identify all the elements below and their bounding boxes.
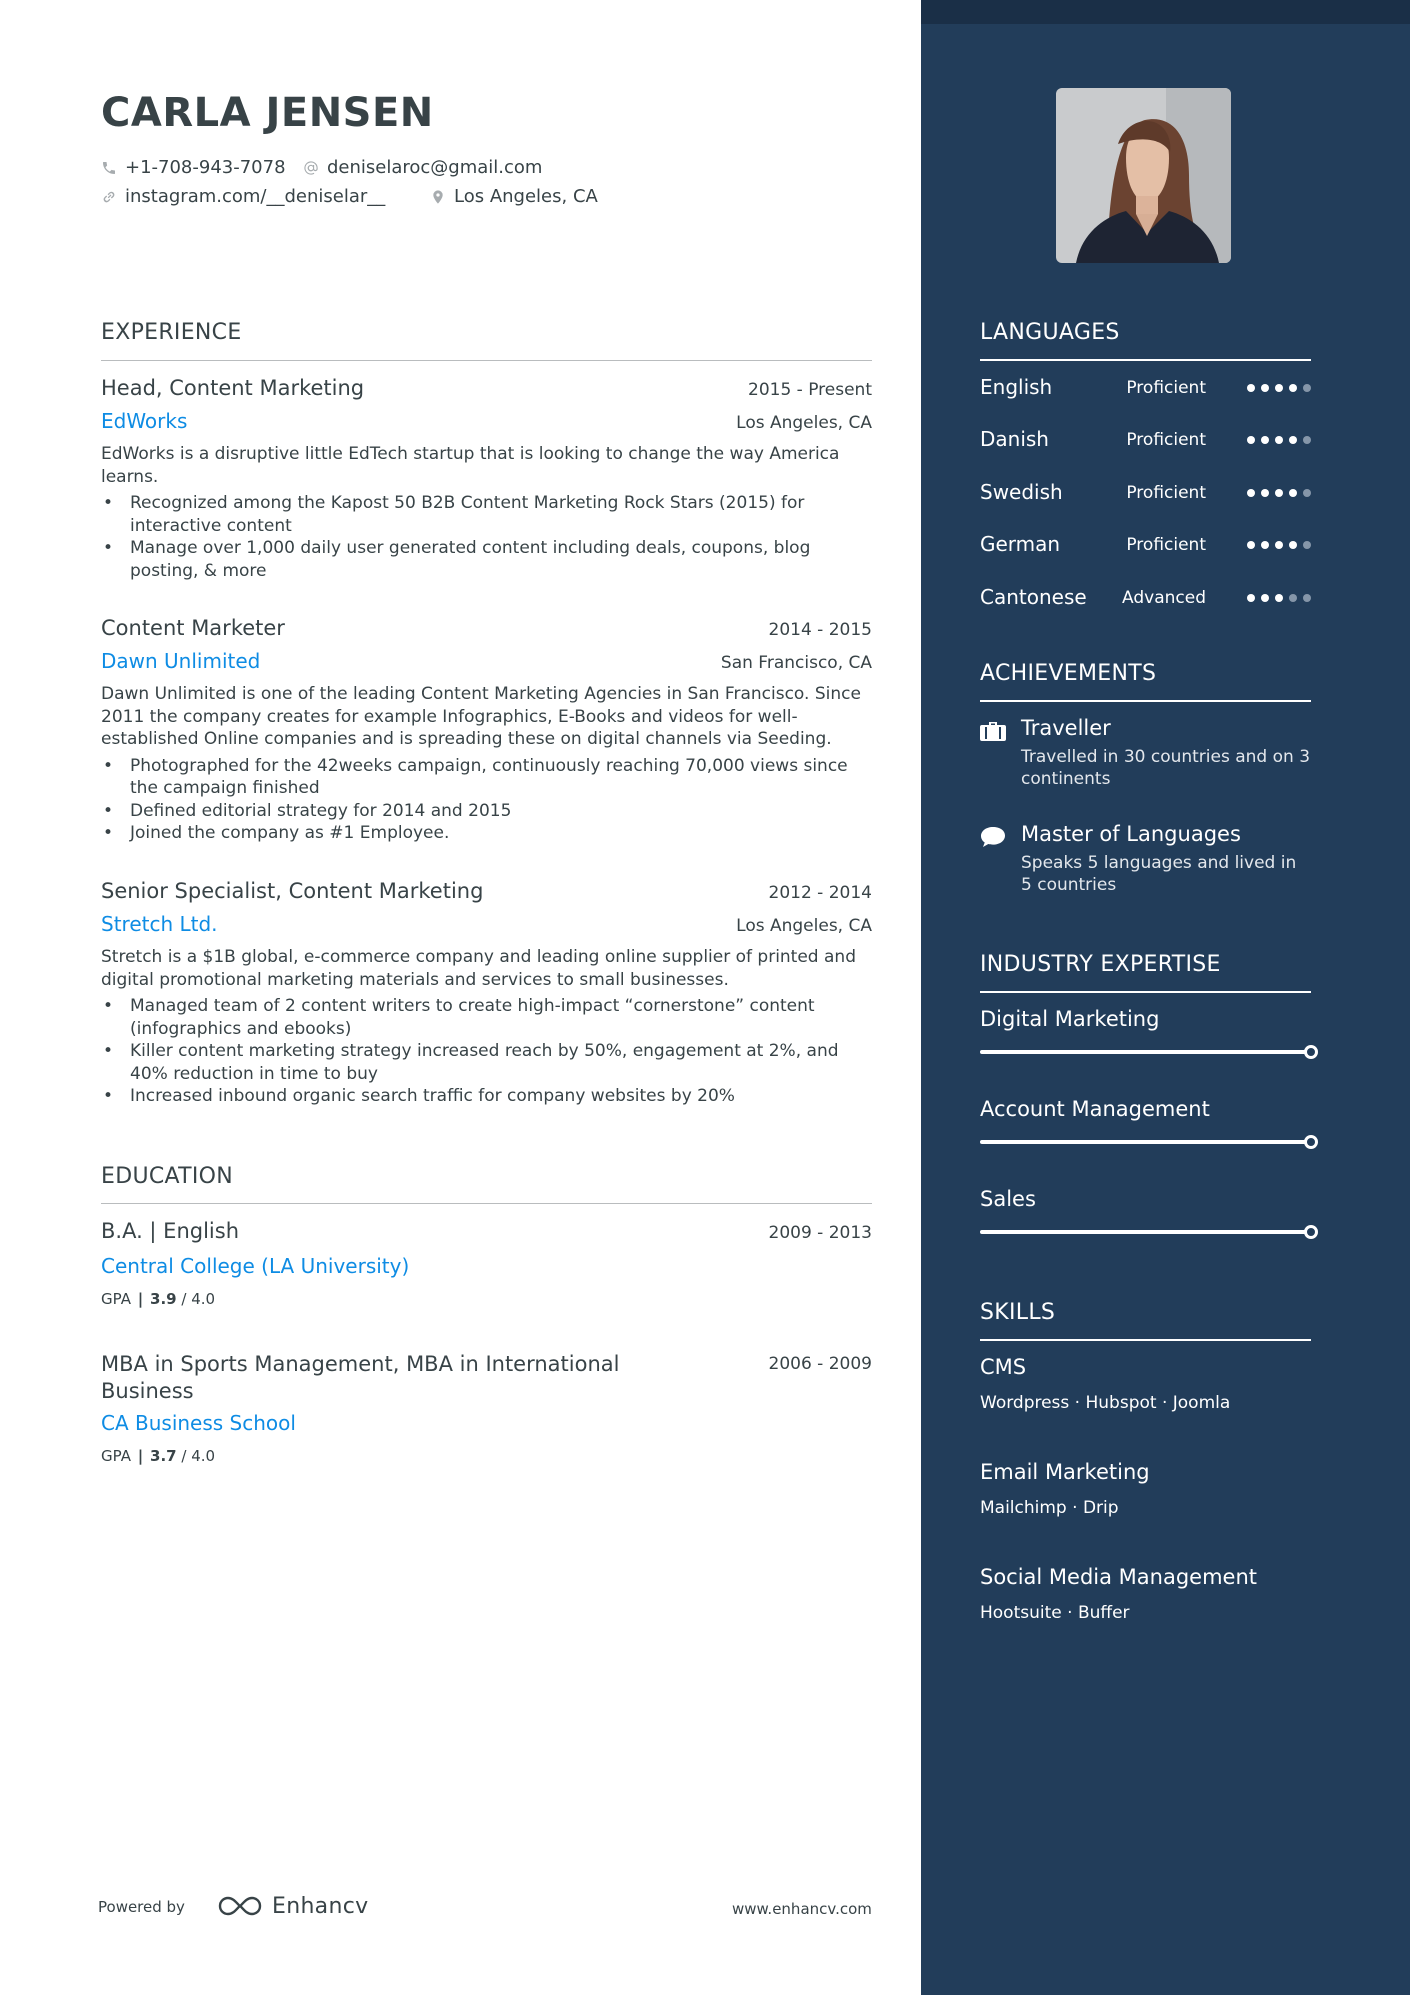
- edu-school[interactable]: Central College (LA University): [101, 1254, 410, 1278]
- language-row: [980, 585, 1311, 613]
- language-row: [980, 532, 1311, 560]
- rating-dot-filled: [1247, 541, 1255, 549]
- job-entry: [101, 376, 872, 582]
- enhancv-logo[interactable]: [216, 1893, 368, 1919]
- edu-degree: MBA in Sports Management, MBA in International Business: [101, 1352, 620, 1403]
- link-icon: [101, 189, 117, 205]
- language-row: [980, 375, 1311, 403]
- rating-dot-filled: [1261, 541, 1269, 549]
- edu-gpa: [101, 1447, 872, 1465]
- achievement-item: [980, 716, 1311, 790]
- education-divider: [101, 1203, 872, 1204]
- rating-dot-filled: [1261, 384, 1269, 392]
- expertise-knob: [1304, 1045, 1318, 1059]
- skill-name: Social Media Management: [980, 1565, 1258, 1589]
- expertise-name: Digital Marketing: [980, 1007, 1160, 1031]
- language-name: English: [980, 375, 1053, 399]
- job-bullet: • Increased inbound organic search traffic for company websites by 20%: [101, 1085, 872, 1108]
- rating-dot-filled: [1289, 489, 1297, 497]
- job-company[interactable]: Stretch Ltd.: [101, 912, 218, 936]
- achievement-item: [980, 822, 1311, 896]
- achievement-title: Traveller: [1021, 716, 1111, 740]
- expertise-divider: [980, 991, 1311, 993]
- skill-group: [980, 1355, 1311, 1413]
- rating-dot-filled: [1275, 489, 1283, 497]
- phone-icon: [101, 160, 117, 176]
- achievement-description: Speaks 5 languages and lived in 5 countries: [1021, 853, 1297, 895]
- job-bullet: • Killer content marketing strategy increased reach by 50%, engagement at 2%, and 40% reduction in time to buy: [101, 1040, 872, 1085]
- rating-dot-empty: [1303, 436, 1311, 444]
- profile-photo: [1056, 88, 1231, 263]
- job-bullet: • Recognized among the Kapost 50 B2B Content Marketing Rock Stars (2015) for interactive content: [101, 492, 872, 537]
- gpa-max: / 4.0: [181, 1290, 216, 1308]
- language-name: Danish: [980, 427, 1049, 451]
- job-dates: 2014 - 2015: [768, 620, 872, 640]
- rating-dot-filled: [1289, 541, 1297, 549]
- enhancv-brand: Enhancv: [272, 1893, 369, 1919]
- rating-dot-filled: [1289, 384, 1297, 392]
- enhancv-logo-icon: [216, 1893, 264, 1919]
- achievements-heading: ACHIEVEMENTS: [980, 661, 1157, 686]
- rating-dot-empty: [1303, 541, 1311, 549]
- skill-tags: Mailchimp · Drip: [980, 1498, 1119, 1518]
- expertise-knob: [1304, 1135, 1318, 1149]
- expertise-heading: INDUSTRY EXPERTISE: [980, 952, 1221, 977]
- expertise-bar: [980, 1140, 1310, 1144]
- location-text: Los Angeles, CA: [454, 186, 598, 207]
- achievement-description: Travelled in 30 countries and on 3 continents: [1021, 747, 1311, 789]
- language-rating: [1247, 541, 1311, 549]
- job-bullet: • Joined the company as #1 Employee.: [101, 822, 872, 845]
- language-rating: [1247, 384, 1311, 392]
- contact-location: [430, 186, 598, 207]
- expertise-name: Sales: [980, 1187, 1036, 1211]
- experience-divider: [101, 360, 872, 361]
- expertise-bar: [980, 1230, 1310, 1234]
- rating-dot-filled: [1275, 436, 1283, 444]
- skill-group: [980, 1565, 1311, 1623]
- job-description: EdWorks is a disruptive little EdTech startup that is looking to change the way America learns.: [101, 444, 840, 487]
- job-location: Los Angeles, CA: [736, 916, 872, 936]
- job-description: Dawn Unlimited is one of the leading Content Marketing Agencies in San Francisco. Since 2011 the company creates for example Infographics, E-Books and videos for well-established Online companies and is spreading these on digital channels via Seeding.: [101, 684, 861, 749]
- powered-by-label: Powered by: [98, 1898, 185, 1916]
- expertise-item: [980, 1187, 1320, 1211]
- rating-dot-empty: [1303, 594, 1311, 602]
- language-name: German: [980, 532, 1061, 556]
- link-text: instagram.com/__deniselar__: [125, 186, 386, 207]
- experience-heading: EXPERIENCE: [101, 320, 242, 345]
- location-pin-icon: [430, 189, 446, 205]
- achievements-divider: [980, 700, 1311, 702]
- gpa-divider: |: [137, 1447, 144, 1465]
- language-level: Proficient: [1126, 378, 1206, 398]
- job-bullet: • Managed team of 2 content writers to create high-impact “cornerstone” content (infographics and ebooks): [101, 995, 872, 1040]
- language-level: Proficient: [1126, 430, 1206, 450]
- skill-tags: Wordpress · Hubspot · Joomla: [980, 1393, 1231, 1413]
- job-location: San Francisco, CA: [720, 653, 872, 673]
- speech-bubble-icon: [980, 826, 1006, 848]
- gpa-divider: |: [137, 1290, 144, 1308]
- rating-dot-empty: [1303, 384, 1311, 392]
- language-level: Proficient: [1126, 535, 1206, 555]
- edu-dates: 2009 - 2013: [768, 1223, 872, 1243]
- at-icon: [303, 160, 319, 176]
- job-bullet: • Defined editorial strategy for 2014 and 2015: [101, 800, 872, 823]
- candidate-name: CARLA JENSEN: [101, 90, 434, 136]
- rating-dot-filled: [1247, 594, 1255, 602]
- rating-dot-filled: [1289, 436, 1297, 444]
- job-entry: [101, 616, 872, 845]
- language-rating: [1247, 436, 1311, 444]
- languages-divider: [980, 359, 1311, 361]
- education-heading: EDUCATION: [101, 1164, 234, 1189]
- rating-dot-empty: [1289, 594, 1297, 602]
- rating-dot-filled: [1261, 594, 1269, 602]
- contact-email[interactable]: [303, 157, 542, 178]
- language-name: Cantonese: [980, 585, 1087, 609]
- gpa-max: / 4.0: [181, 1447, 216, 1465]
- job-company[interactable]: Dawn Unlimited: [101, 649, 261, 673]
- rating-dot-empty: [1303, 489, 1311, 497]
- rating-dot-filled: [1261, 489, 1269, 497]
- job-dates: 2012 - 2014: [768, 883, 872, 903]
- skill-group: [980, 1460, 1311, 1518]
- rating-dot-filled: [1247, 384, 1255, 392]
- job-bullets: [101, 995, 872, 1108]
- gpa-label: GPA: [101, 1447, 131, 1465]
- edu-dates: 2006 - 2009: [768, 1354, 872, 1374]
- job-dates: 2015 - Present: [748, 380, 872, 400]
- rating-dot-filled: [1275, 541, 1283, 549]
- expertise-knob: [1304, 1225, 1318, 1239]
- job-bullets: [101, 755, 872, 845]
- gpa-label: GPA: [101, 1290, 131, 1308]
- footer-url[interactable]: www.enhancv.com: [732, 1900, 872, 1918]
- skill-name: CMS: [980, 1355, 1027, 1379]
- contact-phone: [101, 157, 286, 178]
- edu-degree: B.A. | English: [101, 1219, 240, 1243]
- achievement-title: Master of Languages: [1021, 822, 1241, 846]
- rating-dot-filled: [1261, 436, 1269, 444]
- expertise-name: Account Management: [980, 1097, 1210, 1121]
- job-location: Los Angeles, CA: [736, 413, 872, 433]
- job-entry: [101, 879, 872, 1108]
- email-text: deniselaroc@gmail.com: [327, 157, 543, 178]
- rating-dot-filled: [1247, 489, 1255, 497]
- skills-divider: [980, 1339, 1311, 1341]
- expertise-item: [980, 1097, 1320, 1121]
- expertise-item: [980, 1007, 1320, 1031]
- gpa-value: 3.9: [150, 1290, 177, 1308]
- job-bullet: • Manage over 1,000 daily user generated content including deals, coupons, blog posting, & more: [101, 537, 872, 582]
- suitcase-icon: [980, 720, 1006, 742]
- job-company[interactable]: EdWorks: [101, 409, 188, 433]
- job-role: Head, Content Marketing: [101, 376, 365, 400]
- job-role: Senior Specialist, Content Marketing: [101, 879, 484, 903]
- job-bullets: [101, 492, 872, 582]
- language-row: [980, 427, 1311, 455]
- sidebar-top-band: [921, 0, 1410, 24]
- job-role: Content Marketer: [101, 616, 285, 640]
- job-bullet: • Photographed for the 42weeks campaign, continuously reaching 70,000 views since the campaign finished: [101, 755, 872, 800]
- education-entry: [101, 1218, 872, 1308]
- language-rating: [1247, 489, 1311, 497]
- job-description: Stretch is a $1B global, e-commerce company and leading online supplier of printed and digital promotional marketing materials and services to small businesses.: [101, 947, 856, 990]
- languages-heading: LANGUAGES: [980, 320, 1120, 345]
- education-entry: [101, 1351, 872, 1465]
- language-level: Advanced: [1122, 588, 1206, 608]
- contact-link[interactable]: [101, 186, 385, 207]
- edu-school[interactable]: CA Business School: [101, 1411, 296, 1435]
- language-rating: [1247, 594, 1311, 602]
- edu-gpa: [101, 1290, 872, 1308]
- skill-tags: Hootsuite · Buffer: [980, 1603, 1130, 1623]
- phone-text: +1-708-943-7078: [125, 157, 286, 178]
- expertise-bar: [980, 1050, 1310, 1054]
- gpa-value: 3.7: [150, 1447, 177, 1465]
- sidebar: [921, 0, 1410, 1995]
- language-row: [980, 480, 1311, 508]
- language-name: Swedish: [980, 480, 1063, 504]
- language-level: Proficient: [1126, 483, 1206, 503]
- rating-dot-filled: [1247, 436, 1255, 444]
- rating-dot-filled: [1275, 384, 1283, 392]
- rating-dot-filled: [1275, 594, 1283, 602]
- skill-name: Email Marketing: [980, 1460, 1150, 1484]
- skills-heading: SKILLS: [980, 1300, 1056, 1325]
